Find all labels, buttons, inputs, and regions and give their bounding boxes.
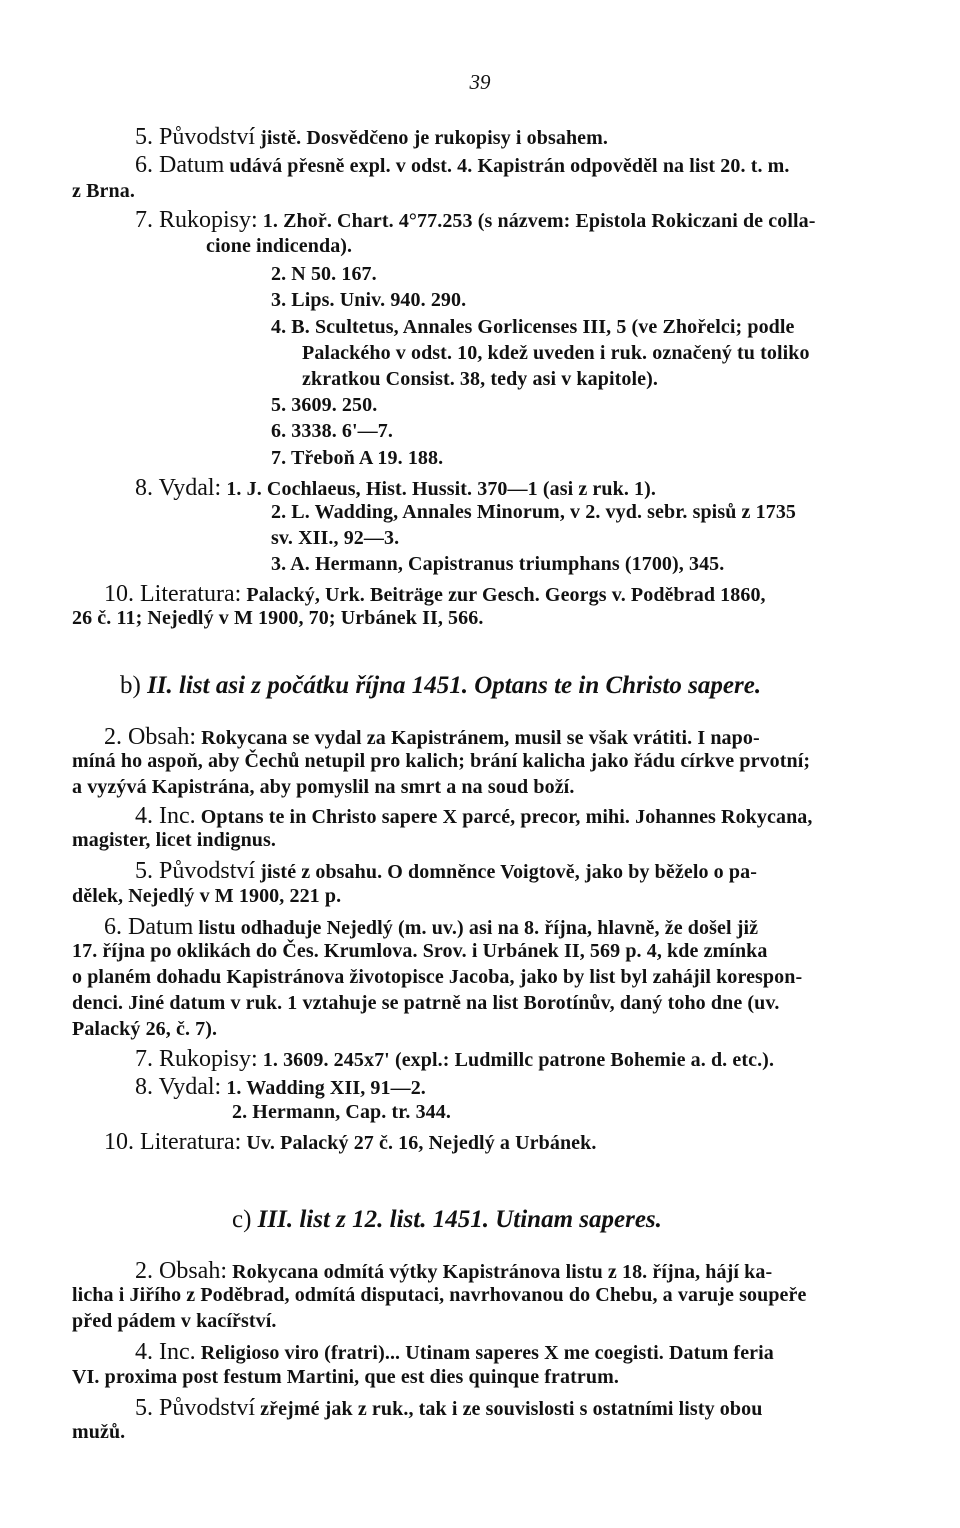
text-line [135, 1258, 772, 1285]
line-heading: 10. Literatura: [104, 581, 242, 607]
text-line [271, 263, 377, 286]
text-line [72, 607, 483, 630]
line-text: udává přesně expl. v odst. 4. Kapistrán odpověděl na list 20. t. m. [224, 155, 790, 177]
line-text: 3. Lips. Univ. 940. 290. [271, 289, 467, 311]
text-line [271, 420, 393, 443]
line-text: 4. B. Scultetus, Annales Gorlicenses III, 5 (ve Zhořelci; podle [271, 316, 795, 338]
line-text: magister, licet indignus. [72, 829, 276, 851]
line-heading: 7. Rukopisy: [135, 207, 258, 233]
line-text: Religioso viro (fratri)... Utinam saperes X me coegisti. Datum feria [195, 1342, 774, 1364]
text-line [206, 235, 352, 258]
text-line [271, 553, 724, 576]
text-line [72, 1421, 125, 1444]
line-text: Palacký 26, č. 7). [72, 1018, 218, 1040]
text-line [135, 1074, 426, 1101]
text-line [271, 527, 399, 550]
line-text: 1. Zhoř. Chart. 4°77.253 (s názvem: Epistola Rokiczani de colla- [257, 210, 816, 232]
text-line [232, 1101, 451, 1124]
text-line [72, 776, 574, 799]
text-line [271, 447, 443, 470]
text-line [135, 207, 816, 234]
text-line [135, 1395, 762, 1422]
line-text: zkratkou Consist. 38, tedy asi v kapitole). [302, 368, 658, 390]
text-line [72, 966, 802, 989]
line-heading: 10. Literatura: [104, 1129, 242, 1155]
text-line [135, 124, 608, 151]
text-line [104, 1129, 596, 1156]
text-line [104, 581, 766, 608]
text-line [72, 1018, 217, 1041]
line-text: Palacký, Urk. Beiträge zur Gesch. Georgs v. Poděbrad 1860, [241, 584, 766, 606]
line-text: cione indicenda). [206, 235, 353, 257]
line-text: 2. Hermann, Cap. tr. 344. [232, 1101, 451, 1123]
line-heading: 6. Datum [135, 152, 225, 178]
line-text: z Brna. [72, 180, 135, 202]
text-line [271, 316, 795, 339]
text-line [72, 1310, 277, 1333]
section-b-heading [120, 672, 761, 700]
line-heading: 4. Inc. [135, 1339, 196, 1365]
line-text: 1. Wadding XII, 91—2. [221, 1077, 426, 1099]
text-line [135, 858, 757, 885]
line-heading: 7. Rukopisy: [135, 1046, 258, 1072]
text-line [302, 368, 658, 391]
text-line [72, 940, 768, 963]
text-line [72, 180, 135, 203]
text-line [135, 803, 813, 830]
line-text: a vyzývá Kapistrána, aby pomyslil na smrt a na soud boží. [72, 776, 575, 798]
text-line [135, 475, 656, 502]
line-text: 5. 3609. 250. [271, 394, 378, 416]
text-line [104, 914, 758, 941]
text-line [271, 394, 377, 417]
text-line [72, 992, 779, 1015]
line-text: Uv. Palacký 27 č. 16, Nejedlý a Urbánek. [241, 1132, 597, 1154]
text-line [302, 342, 810, 365]
line-text: mužů. [72, 1421, 126, 1443]
line-text: listu odhaduje Nejedlý (m. uv.) asi na 8. října, hlavně, že došel již [193, 917, 759, 939]
section-c-title: III. list z 12. list. 1451. Utinam saperes. [251, 1206, 662, 1233]
text-line [72, 829, 276, 852]
section-c-label: c) [232, 1206, 252, 1233]
text-line [135, 152, 790, 179]
line-text: Rokycana se vydal za Kapistránem, musil se však vrátiti. I napo- [196, 727, 760, 749]
line-text: 2. L. Wadding, Annales Minorum, v 2. vyd. sebr. spisů z 1735 [271, 501, 797, 523]
line-text: dělek, Nejedlý v M 1900, 221 p. [72, 885, 342, 907]
line-text: 1. 3609. 245x7' (expl.: Ludmillc patrone Bohemie a. d. etc.). [257, 1049, 775, 1071]
line-text: 6. 3338. 6'—7. [271, 420, 393, 442]
line-text: sv. XII., 92—3. [271, 527, 400, 549]
line-text: 26 č. 11; Nejedlý v M 1900, 70; Urbánek II, 566. [72, 607, 484, 629]
text-line [72, 1366, 619, 1389]
section-c-heading [232, 1206, 662, 1234]
section-b-label: b) [120, 672, 141, 699]
line-text: 2. N 50. 167. [271, 263, 377, 285]
line-heading: 5. Původství [135, 1395, 256, 1421]
text-line [271, 289, 466, 312]
text-line [135, 1046, 774, 1073]
text-line [72, 885, 341, 908]
line-text: licha i Jiřího z Poděbrad, odmítá disputaci, navrhovanou do Chebu, a varuje soupeře [72, 1284, 807, 1306]
text-line [72, 750, 810, 773]
line-heading: 5. Původství [135, 858, 256, 884]
line-text: Palackého v odst. 10, kdež uveden i ruk. označený tu toliko [302, 342, 810, 364]
line-text: 17. října po oklikách do Čes. Krumlova. Srov. i Urbánek II, 569 p. 4, kde zmínka [72, 940, 768, 962]
line-heading: 6. Datum [104, 914, 194, 940]
line-heading: 5. Původství [135, 124, 256, 150]
line-text: 7. Třeboň A 19. 188. [271, 447, 444, 469]
section-b-title: II. list asi z počátku října 1451. Optans te in Christo sapere. [140, 672, 762, 699]
text-line [104, 724, 760, 751]
line-text: 1. J. Cochlaeus, Hist. Hussit. 370—1 (asi z ruk. 1). [221, 478, 656, 500]
line-heading: 8. Vydal: [135, 1074, 222, 1100]
text-line [72, 1284, 806, 1307]
line-text: jisté z obsahu. O domněnce Voigtově, jako by běželo o pa- [255, 861, 757, 883]
line-heading: 2. Obsah: [104, 724, 196, 750]
line-text: jistě. Dosvědčeno je rukopisy i obsahem. [255, 127, 609, 149]
line-text: před pádem v kacířství. [72, 1310, 277, 1332]
text-line [135, 1339, 774, 1366]
line-text: VI. proxima post festum Martini, que est dies quinque fratrum. [72, 1366, 619, 1388]
line-text: o planém dohadu Kapistránova životopisce Jacoba, jako by list byl zahájil korespon- [72, 966, 803, 988]
line-heading: 2. Obsah: [135, 1258, 227, 1284]
line-text: zřejmé jak z ruk., tak i ze souvislosti s ostatními listy obou [255, 1398, 763, 1420]
line-heading: 8. Vydal: [135, 475, 222, 501]
line-text: Rokycana odmítá výtky Kapistránova listu z 18. října, hájí ka- [227, 1261, 773, 1283]
text-line [271, 501, 796, 524]
page-number: 39 [469, 70, 491, 94]
line-text: Optans te in Christo sapere X parcé, precor, mihi. Johannes Rokycana, [195, 806, 813, 828]
line-heading: 4. Inc. [135, 803, 196, 829]
line-text: 3. A. Hermann, Capistranus triumphans (1700), 345. [271, 553, 725, 575]
line-text: denci. Jiné datum v ruk. 1 vztahuje se patrně na list Borotínův, daný toho dne (uv. [72, 992, 780, 1014]
line-text: míná ho aspoň, aby Čechů netupil pro kalich; brání kalicha jako řádu církve prvotní; [72, 750, 811, 772]
